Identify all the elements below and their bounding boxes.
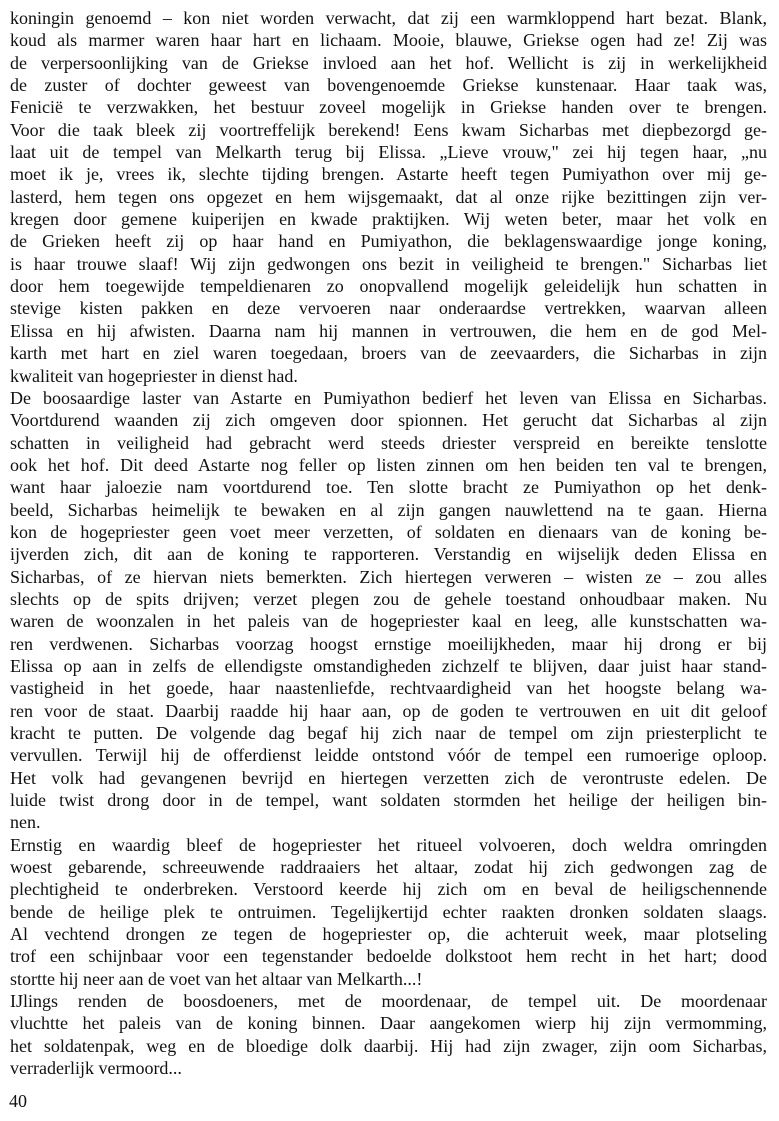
text-line: de Grieken heeft zij op haar hand en Pumiyathon, die beklagenswaardige jonge koning, [10,231,767,252]
text-line: koud als marmer waren haar hart en lichaam. Mooie, blauwe, Griekse ogen had ze! Zij was [10,30,767,51]
text-line: bende de heilige plek te ontruimen. Tegelijkertijd echter raakten dronken soldaten slaags. [10,901,767,922]
paragraph-4 [10,990,767,1079]
text-line: vluchtte het paleis van de koning binnen. Daar aangekomen wierp hij zijn vermomming, [10,1013,767,1034]
text-line: IJlings renden de boosdoeners, met de moordenaar, de tempel uit. De moordenaar [10,991,767,1012]
text-line: ook het hof. Dit deed Astarte nog feller op listen zinnen om hen beiden ten val te brengen, [10,454,767,475]
text-line: kracht te putten. De volgende dag begaf hij zich naar de tempel om zijn priesterplicht te [10,723,767,743]
text-line: nen. [10,812,41,833]
text-line: vervullen. Terwijl hij de offerdienst leidde ontstond vóór de tempel een rumoerige oploop. [10,745,767,766]
text-line: schatten in veiligheid had gebracht werd steeds driester verspreid en bereikte tenslotte [10,432,767,453]
text-line: Voortdurend waanden zij zich omgeven door spionnen. Het gerucht dat Sicharbas al zijn [10,410,767,431]
text-line: plechtigheid te onderbreken. Verstoord keerde hij zich om en beval de heiligschennende [10,879,767,900]
text-line: Elissa op aan in zelfs de ellendigste omstandigheden zichzelf te blijven, daar juist haar stand- [10,655,767,676]
text-line: kon de hogepriester geen voet meer verzetten, of soldaten en dienaars van de koning be- [10,521,767,542]
text-line: woest gebarende, schreeuwende raddraaiers het altaar, zodat hij zich gedwongen zag de [10,857,767,878]
text-line: waren de woonzalen in het paleis van de hogepriester kaal en leeg, alle kunstschatten wa- [10,611,767,632]
text-line: Fenicië te verzwakken, het bestuur zoveel mogelijk in Griekse handen over te brengen. [10,97,767,118]
text-line: De boosaardige laster van Astarte en Pumiyathon bedierf het leven van Elissa en Sicharbas. [10,387,767,408]
text-line: laat uit de tempel van Melkarth terug bij Elissa. „Lieve vrouw," zei hij tegen haar, „nu [10,142,767,163]
text-line: lasterd, hem tegen ons opgezet en hem wijsgemaakt, dat al onze rijke bezittingen zijn ver- [10,186,767,207]
text-line: Ernstig en waardig bleef de hogepriester het ritueel volvoeren, doch weldra omringden [10,834,767,855]
text-line: kregen door gemene kuiperijen en kwade praktijken. Wij weten beter, maar het volk en [10,209,767,230]
text-line: trof een schijnbaar voor een tegenstander bedoelde dolkstoot hem recht in het hart; dood [10,946,767,967]
text-line: is haar trouwe slaaf! Wij zijn gedwongen ons bezit in veiligheid te brengen." Sicharbas liet [10,253,767,274]
text-line: Voor die taak bleek zij voortreffelijk berekend! Eens kwam Sicharbas met diepbezorgd ge- [10,119,767,140]
page-number: 40 [9,1091,27,1111]
text-line: karth met hart en ziel waren toegedaan, broers van de zeevaarders, die Sicharbas in zijn [10,343,767,364]
paragraph-1 [10,7,767,387]
text-line: beeld, Sicharbas heimelijk te bewaken en al zijn gangen nauwlettend na te gaan. Hierna [10,499,767,520]
text-line: moet ik je, vrees ik, slechte tijding brengen. Astarte heeft tegen Pumiyathon over mij ge- [10,164,767,185]
text-line: het soldatenpak, weg en de bloedige dolk daarbij. Hij had zijn zwager, zijn oom Sicharbas, [10,1035,767,1056]
text-line: want haar jaloezie nam voortdurend toe. Ten slotte bracht ze Pumiyathon op het denk- [10,477,767,498]
text-line: slechts op de spits drijven; verzet plegen zou de gehele toestand onhoudbaar maken. Nu [10,588,767,609]
text-line: vastigheid in het goede, haar naastenliefde, rechtvaardigheid van het hoogste belang wa- [10,678,767,699]
text-line: Elissa en hij afwisten. Daarna nam hij mannen in vertrouwen, die hem en de god Mel- [10,320,767,341]
paragraph-3 [10,834,767,990]
text-line: de zuster of dochter geweest van bovengenoemde Griekse kunstenaar. Haar taak was, [10,75,767,96]
text-line: ren verdwenen. Sicharbas voorzag hoogst ernstige moeilijkheden, maar hij drong er bij [10,633,767,654]
body-text [10,7,767,1080]
text-line: de verpersoonlijking van de Griekse invloed aan het hof. Wellicht is zij in werkelijkheid [10,52,767,73]
text-line: kwaliteit van hogepriester in dienst had. [10,365,298,386]
text-line: ijverden zich, dit aan de koning te rapporteren. Verstandig en wijselijk deden Elissa en [10,544,767,565]
text-line: Al vechtend drongen ze tegen de hogepriester op, die achteruit week, maar plotseling [10,924,767,945]
text-line: luide twist drong door in de tempel, want soldaten stormden het heilige der heiligen bin- [10,790,767,811]
text-line: koningin genoemd – kon niet worden verwacht, dat zij een warmkloppend hart bezat. Blank, [10,8,767,28]
text-line: Sicharbas, of ze hiervan niets bemerkten. Zich hiertegen verweren – wisten ze – zou alles [10,566,767,587]
text-line: door hem toegewijde tempeldienaren zo onopvallend mogelijk geleidelijk hun schatten in [10,276,767,297]
text-line: ren voor de staat. Daarbij raadde hij haar aan, op de goden te vertrouwen en uit dit geloof [10,700,767,721]
text-line: stortte hij neer aan de voet van het altaar van Melkarth...! [10,968,423,989]
paragraph-2 [10,387,767,834]
text-line: Het volk had gevangenen bevrijd en hiertegen verzetten zich de verontruste edelen. De [10,767,767,788]
text-line: stevige kisten pakken en deze vervoeren naar onderaardse vertrekken, waarvan alleen [10,298,767,319]
text-line: verraderlijk vermoord... [10,1058,182,1079]
